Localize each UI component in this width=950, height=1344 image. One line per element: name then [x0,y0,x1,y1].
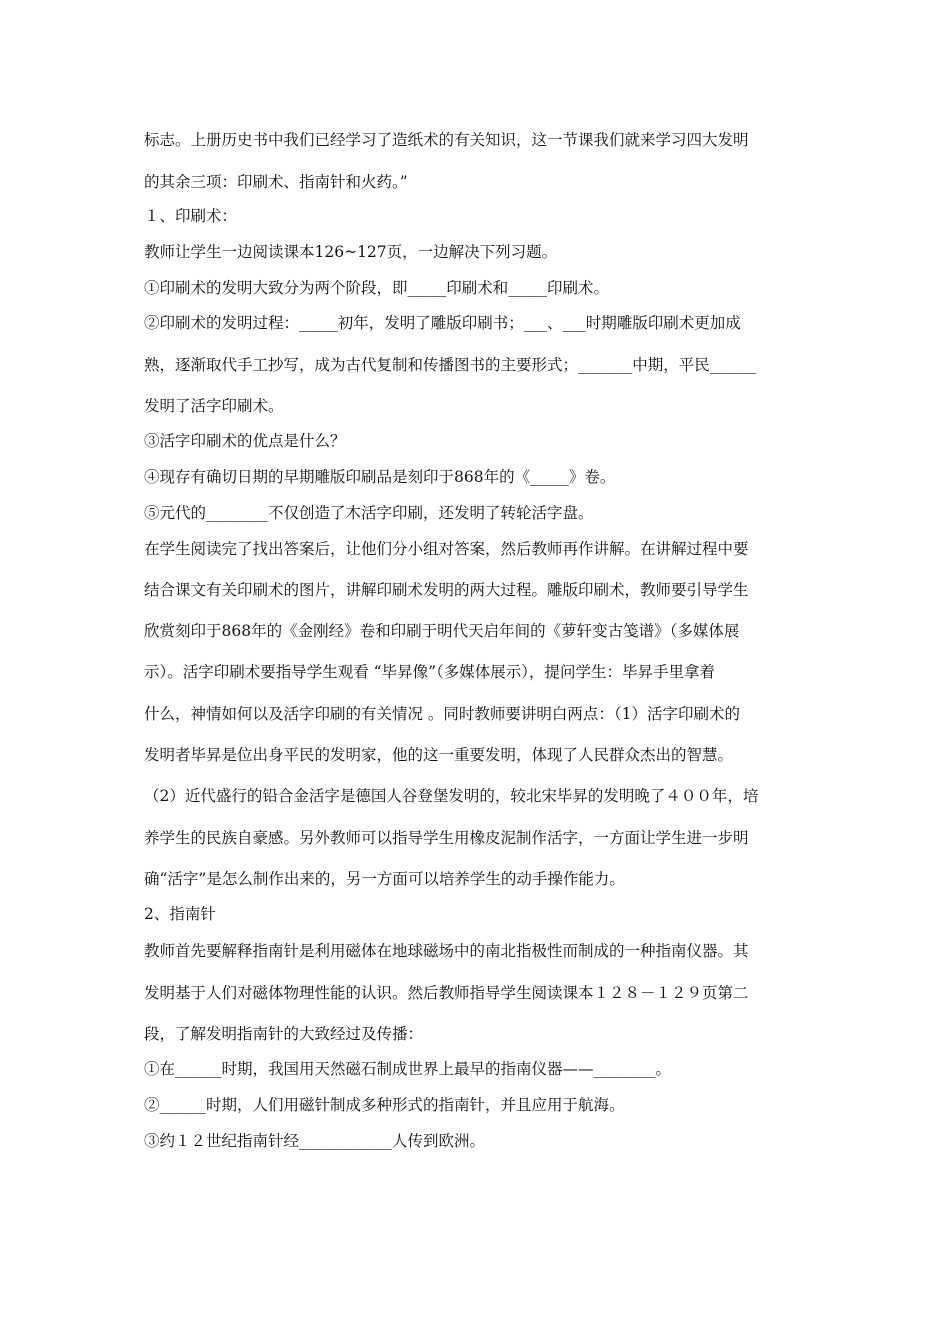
question-item: ⑤元代的________不仅创造了木活字印刷，还发明了转轮活字盘。 [144,504,594,522]
question-item: ③约１２世纪指南针经____________人传到欧洲。 [144,1132,486,1150]
question-item: ②印刷术的发明过程：_____初年，发明了雕版印刷书；___、___时期雕版印刷术更加成 [144,314,741,332]
text-line: 发明基于人们对磁体物理性能的认识。然后教师指导学生阅读课本１２８－１２９页第二 [144,984,749,1002]
text-line: 发明者毕昇是位出身平民的发明家，他的这一重要发明，体现了人民群众杰出的智慧。 [144,746,734,764]
question-item: ④现存有确切日期的早期雕版印刷品是刻印于868年的《_____》卷。 [144,468,616,486]
text-line: 什么，神情如何以及活字印刷的有关情况 。同时教师要讲明白两点：（1）活字印刷术的 [144,705,741,723]
text-line: （2）近代盛行的铅合金活字是德国人谷登堡发明的，较北宋毕昇的发明晚了４００年，培 [144,787,759,805]
text-line: 教师首先要解释指南针是利用磁体在地球磁场中的南北指极性而制成的一种指南仪器。其 [144,942,749,960]
text-line: 确“活字”是怎么制作出来的，另一方面可以培养学生的动手操作能力。 [144,870,625,888]
text-line: 欣赏刻印于868年的《金刚经》卷和印刷于明代天启年间的《萝轩变古笺谱》（多媒体展 [144,622,740,640]
text-line: 熟，逐渐取代手工抄写，成为古代复制和传播图书的主要形式；_______中期，平民______ [144,356,757,374]
text-line: 教师让学生一边阅读课本126~127页，一边解决下列习题。 [144,243,558,261]
text-line: 的其余三项：印刷术、指南针和火药。” [144,173,408,191]
question-item: ①在______时期，我国用天然磁石制成世界上最早的指南仪器——________。 [144,1060,672,1078]
text-line: 在学生阅读完了找出答案后，让他们分小组对答案，然后教师再作讲解。在讲解过程中要 [144,540,749,558]
text-line: 结合课文有关印刷术的图片，讲解印刷术发明的两大过程。雕版印刷术，教师要引导学生 [144,581,749,599]
text-line: 段，了解发明指南针的大致经过及传播： [144,1025,424,1043]
text-line: 标志。上册历史书中我们已经学习了造纸术的有关知识，这一节课我们就来学习四大发明 [144,131,749,149]
question-item: ②______时期，人们用磁针制成多种形式的指南针，并且应用于航海。 [144,1096,625,1114]
question-item: ③活字印刷术的优点是什么？ [144,432,346,450]
text-line: 养学生的民族自豪感。另外教师可以指导学生用橡皮泥制作活字，一方面让学生进一步明 [144,829,749,847]
text-line: 发明了活字印刷术。 [144,397,284,415]
text-line: 示）。活字印刷术要指导学生观看 “毕昇像”（多媒体展示），提问学生：毕昇手里拿着 [144,663,716,681]
section-heading: １、印刷术： [144,207,238,225]
question-item: ①印刷术的发明大致分为两个阶段，即_____印刷术和_____印刷术。 [144,279,610,297]
section-heading: 2、指南针 [144,905,216,923]
